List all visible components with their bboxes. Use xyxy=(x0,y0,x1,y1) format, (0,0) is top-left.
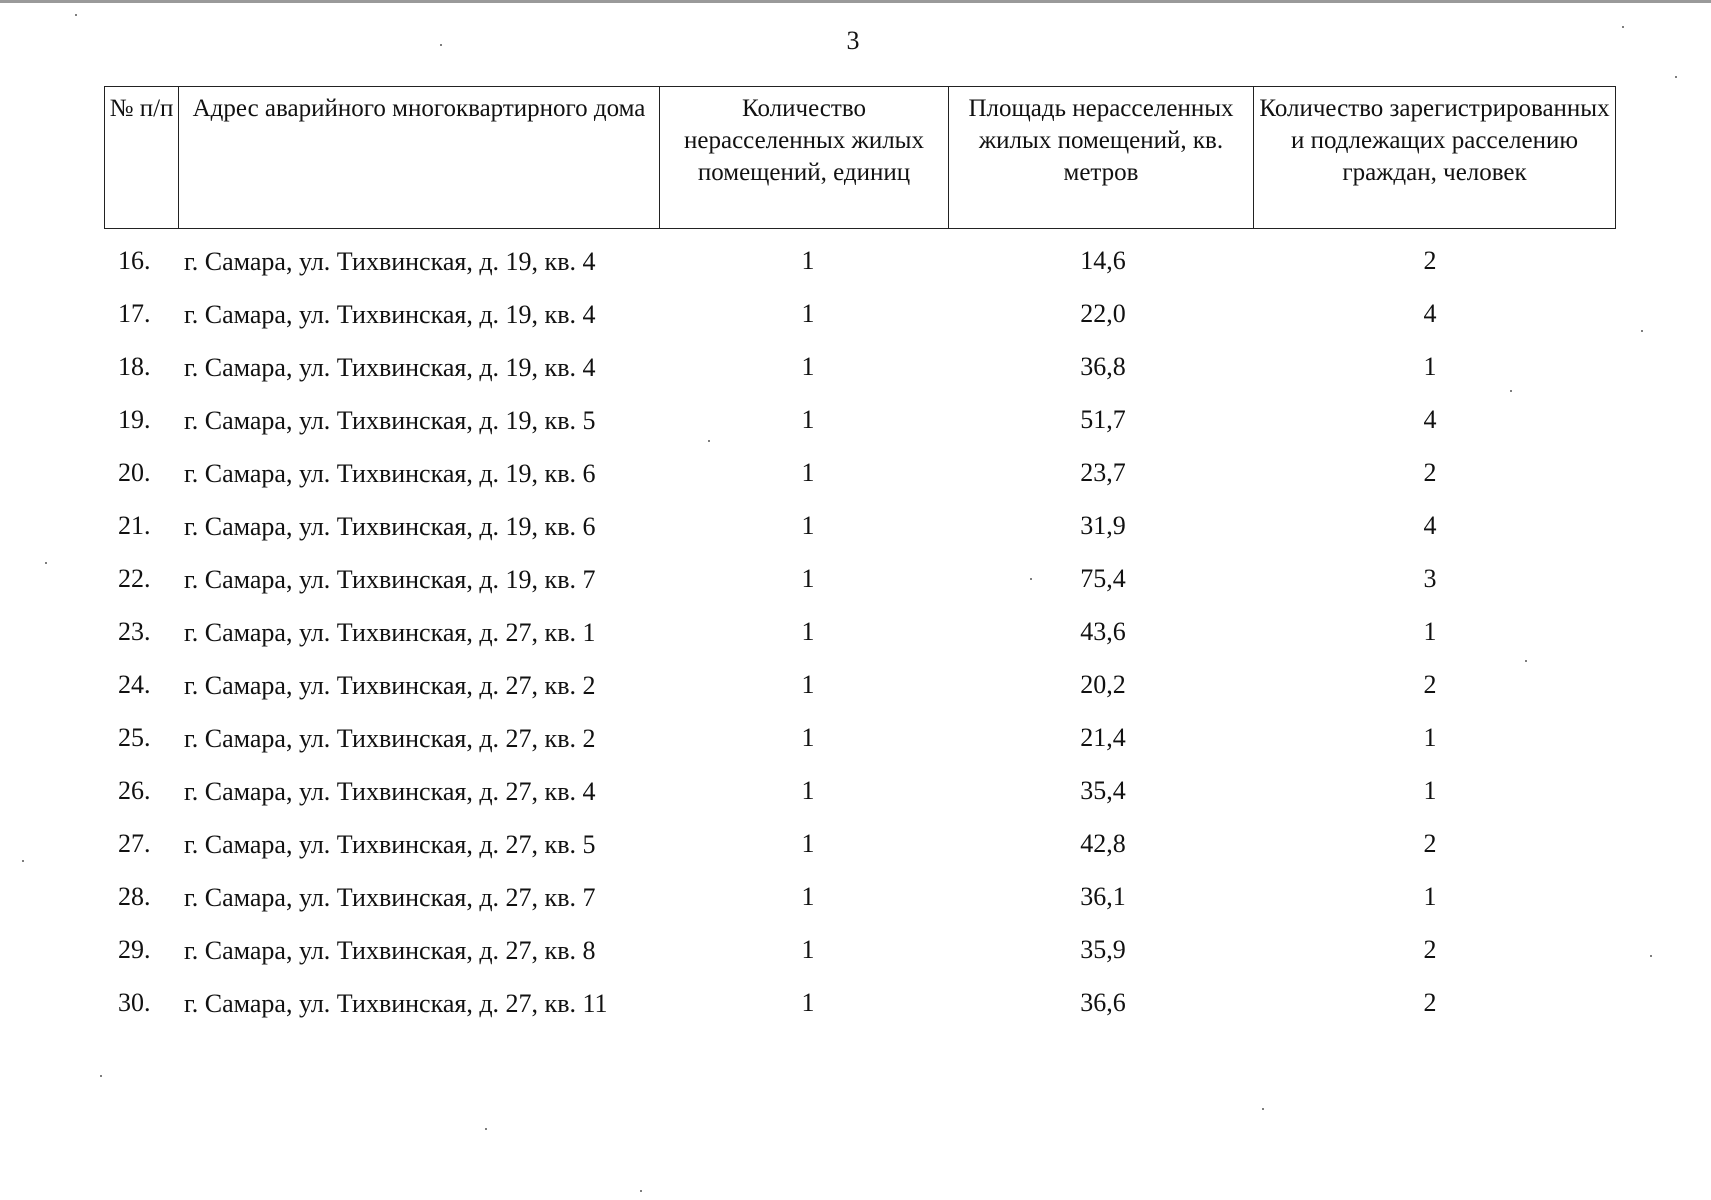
row-area: 14,6 xyxy=(1080,246,1126,275)
row-units: 1 xyxy=(801,829,815,858)
row-people: 4 xyxy=(1423,405,1437,434)
row-address: г. Самара, ул. Тихвинская, д. 19, кв. 4 xyxy=(184,353,596,382)
row-address: г. Самара, ул. Тихвинская, д. 19, кв. 7 xyxy=(184,565,596,594)
row-number: 23. xyxy=(118,617,151,646)
row-number: 29. xyxy=(118,935,151,964)
row-address: г. Самара, ул. Тихвинская, д. 19, кв. 5 xyxy=(184,406,596,435)
row-address: г. Самара, ул. Тихвинская, д. 27, кв. 2 xyxy=(184,724,596,753)
row-number: 30. xyxy=(118,988,151,1017)
row-number: 21. xyxy=(118,511,151,540)
row-people: 4 xyxy=(1423,299,1437,328)
row-address: г. Самара, ул. Тихвинская, д. 27, кв. 2 xyxy=(184,671,596,700)
table-header xyxy=(104,86,1616,229)
row-units: 1 xyxy=(801,458,815,487)
row-area: 23,7 xyxy=(1080,458,1126,487)
header-area: Площадь нерасселенных жилых помещений, кв. метров xyxy=(949,87,1254,229)
row-people: 2 xyxy=(1423,246,1437,275)
row-address: г. Самара, ул. Тихвинская, д. 27, кв. 5 xyxy=(184,830,596,859)
row-area: 35,9 xyxy=(1080,935,1126,964)
row-address: г. Самара, ул. Тихвинская, д. 27, кв. 11 xyxy=(184,989,608,1018)
row-number: 27. xyxy=(118,829,151,858)
row-number: 20. xyxy=(118,458,151,487)
row-people: 3 xyxy=(1423,564,1437,593)
row-number: 28. xyxy=(118,882,151,911)
row-number: 26. xyxy=(118,776,151,805)
row-units: 1 xyxy=(801,352,815,381)
header-number: № п/п xyxy=(105,87,179,229)
row-people: 2 xyxy=(1423,988,1437,1017)
row-number: 22. xyxy=(118,564,151,593)
row-units: 1 xyxy=(801,299,815,328)
row-area: 36,1 xyxy=(1080,882,1126,911)
row-number: 18. xyxy=(118,352,151,381)
header-address: Адрес аварийного многоквартирного дома xyxy=(179,87,660,229)
row-area: 21,4 xyxy=(1080,723,1126,752)
row-address: г. Самара, ул. Тихвинская, д. 19, кв. 4 xyxy=(184,300,596,329)
row-people: 2 xyxy=(1423,935,1437,964)
row-address: г. Самара, ул. Тихвинская, д. 27, кв. 8 xyxy=(184,936,596,965)
row-people: 2 xyxy=(1423,670,1437,699)
row-units: 1 xyxy=(801,776,815,805)
row-units: 1 xyxy=(801,988,815,1017)
row-units: 1 xyxy=(801,935,815,964)
row-number: 19. xyxy=(118,405,151,434)
row-area: 35,4 xyxy=(1080,776,1126,805)
row-units: 1 xyxy=(801,246,815,275)
row-units: 1 xyxy=(801,511,815,540)
row-people: 1 xyxy=(1423,352,1437,381)
row-address: г. Самара, ул. Тихвинская, д. 19, кв. 4 xyxy=(184,247,596,276)
row-area: 22,0 xyxy=(1080,299,1126,328)
row-address: г. Самара, ул. Тихвинская, д. 19, кв. 6 xyxy=(184,512,596,541)
row-number: 16. xyxy=(118,246,151,275)
row-people: 1 xyxy=(1423,723,1437,752)
row-address: г. Самара, ул. Тихвинская, д. 27, кв. 1 xyxy=(184,618,596,647)
header-people: Количество зарегистрированных и подлежащих расселению граждан, человек xyxy=(1254,87,1616,229)
row-units: 1 xyxy=(801,723,815,752)
row-number: 25. xyxy=(118,723,151,752)
row-address: г. Самара, ул. Тихвинская, д. 27, кв. 7 xyxy=(184,883,596,912)
row-people: 1 xyxy=(1423,776,1437,805)
row-number: 24. xyxy=(118,670,151,699)
scan-top-edge xyxy=(0,0,1711,3)
row-area: 20,2 xyxy=(1080,670,1126,699)
row-number: 17. xyxy=(118,299,151,328)
row-people: 1 xyxy=(1423,617,1437,646)
header-units: Количество нерасселенных жилых помещений, единиц xyxy=(660,87,949,229)
row-address: г. Самара, ул. Тихвинская, д. 19, кв. 6 xyxy=(184,459,596,488)
row-units: 1 xyxy=(801,882,815,911)
row-units: 1 xyxy=(801,405,815,434)
row-area: 36,6 xyxy=(1080,988,1126,1017)
page-number: 3 xyxy=(846,26,860,55)
row-area: 43,6 xyxy=(1080,617,1126,646)
row-area: 31,9 xyxy=(1080,511,1126,540)
row-units: 1 xyxy=(801,564,815,593)
row-area: 51,7 xyxy=(1080,405,1126,434)
row-units: 1 xyxy=(801,617,815,646)
row-people: 2 xyxy=(1423,829,1437,858)
row-people: 1 xyxy=(1423,882,1437,911)
row-area: 42,8 xyxy=(1080,829,1126,858)
row-units: 1 xyxy=(801,670,815,699)
row-address: г. Самара, ул. Тихвинская, д. 27, кв. 4 xyxy=(184,777,596,806)
row-people: 2 xyxy=(1423,458,1437,487)
row-area: 75,4 xyxy=(1080,564,1126,593)
header-row xyxy=(105,87,1616,229)
row-people: 4 xyxy=(1423,511,1437,540)
row-area: 36,8 xyxy=(1080,352,1126,381)
